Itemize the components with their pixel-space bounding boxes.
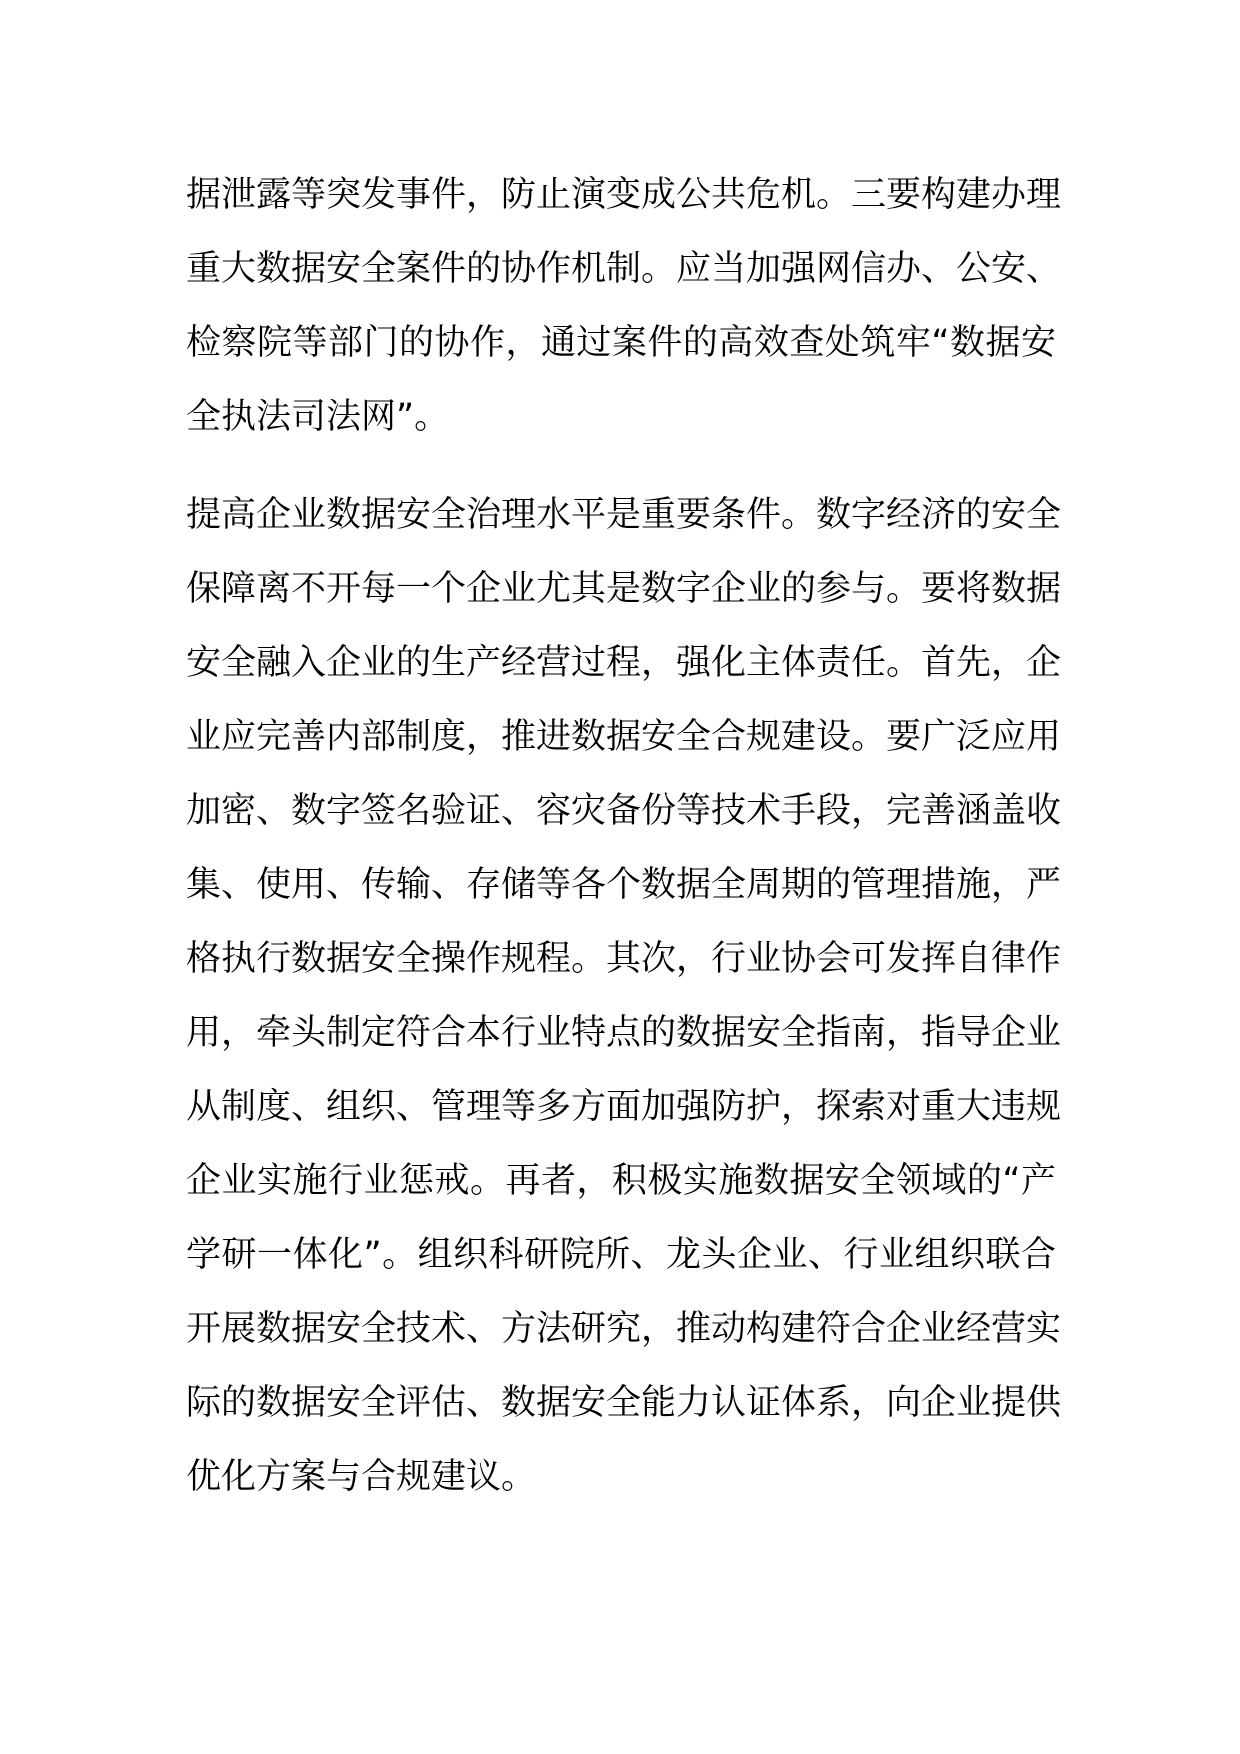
text-line: 据泄露等突发事件，防止演变成公共危机。三要构建办理	[186, 175, 1062, 215]
text-line: 提高企业数据安全治理水平是重要条件。数字经济的安全	[186, 495, 1062, 535]
text-line: 集、使用、传输、存储等各个数据全周期的管理措施，严	[186, 865, 1062, 905]
text-line: 加密、数字签名验证、容灾备份等技术手段，完善涵盖收	[186, 791, 1062, 831]
text-line: 保障离不开每一个企业尤其是数字企业的参与。要将数据	[186, 569, 1062, 609]
paragraph-2	[186, 483, 1062, 1519]
text-line: 从制度、组织、管理等多方面加强防护，探索对重大违规	[186, 1087, 1062, 1127]
text-line: 业应完善内部制度，推进数据安全合规建设。要广泛应用	[186, 717, 1062, 757]
text-line: 重大数据安全案件的协作机制。应当加强网信办、公安、	[186, 249, 1062, 289]
text-line: 际的数据安全评估、数据安全能力认证体系，向企业提供	[186, 1383, 1062, 1423]
document-body	[186, 163, 1062, 1519]
text-line: 安全融入企业的生产经营过程，强化主体责任。首先，企	[186, 643, 1062, 683]
text-line: 用，牵头制定符合本行业特点的数据安全指南，指导企业	[186, 1013, 1062, 1053]
text-line: 格执行数据安全操作规程。其次，行业协会可发挥自律作	[186, 939, 1062, 979]
paragraph-spacer	[186, 459, 1056, 483]
text-line: 检察院等部门的协作，通过案件的高效查处筑牢“数据安	[186, 323, 1056, 363]
text-line: 开展数据安全技术、方法研究，推动构建符合企业经营实	[186, 1309, 1062, 1349]
text-line: 企业实施行业惩戒。再者，积极实施数据安全领域的“产	[186, 1161, 1056, 1201]
paragraph-1	[186, 163, 1062, 459]
text-line: 全执法司法网”。	[186, 397, 450, 437]
text-line: 学研一体化”。组织科研院所、龙头企业、行业组织联合	[186, 1235, 1056, 1275]
text-line: 优化方案与合规建议。	[186, 1457, 537, 1497]
